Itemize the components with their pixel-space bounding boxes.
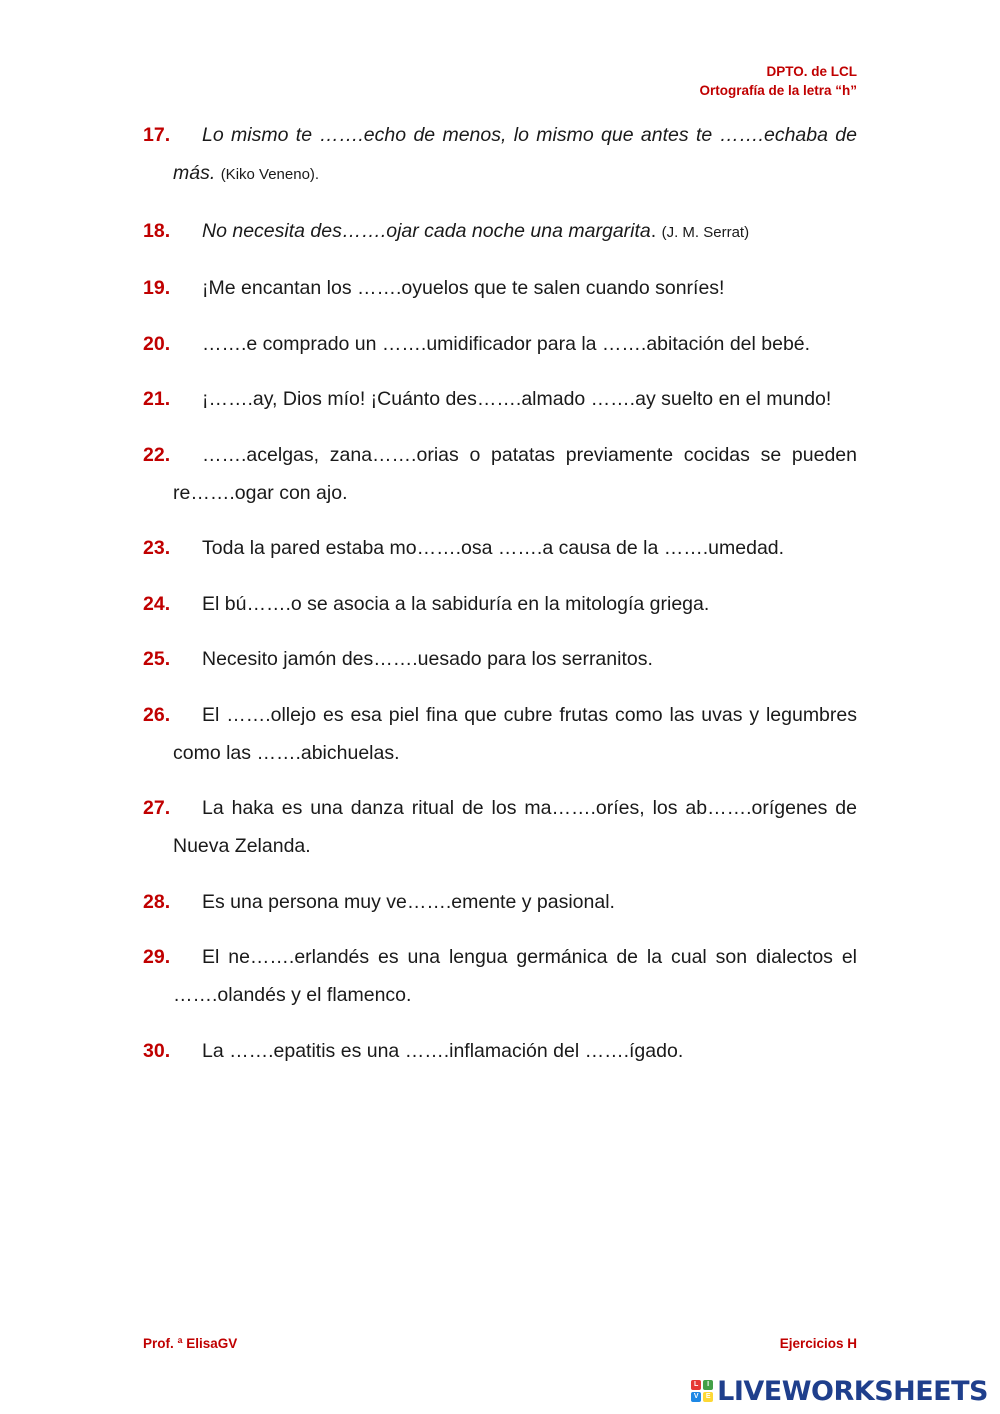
exercise-text: …….e comprado un …….umidificador para la …….abitación del bebé. [202,332,811,355]
exercise-item [143,938,857,1014]
exercise-text: La haka es una danza ritual de los ma…….oríes, los ab…….orígenes de Nueva Zelanda. [173,797,857,857]
exercise-text: No necesita des…….ojar cada noche una margarita [202,219,651,242]
exercise-number: 19. [143,277,171,299]
exercise-text: …….acelgas, zana…….orias o patatas previamente cocidas se pueden re…….ogar con ajo. [173,443,857,504]
exercise-text: El bú…….o se asocia a la sabiduría en la mitología griega. [202,592,710,615]
exercise-text: ¡…….ay, Dios mío! ¡Cuánto des…….almado …….ay suelto en el mundo! [202,388,832,410]
exercise-text: Lo mismo te …….echo de menos, lo mismo que antes te …….echaba de más. [173,124,857,184]
exercise-item [143,696,857,772]
liveworksheets-brand-text: LIVEWORKSHEETS [717,1375,988,1407]
exercise-text: Toda la pared estaba mo…….osa …….a causa de la …….umedad. [202,537,785,559]
exercise-text: ¡Me encantan los …….oyuelos que te salen cuando sonríes! [202,277,725,299]
exercise-number: 24. [143,592,171,615]
liveworksheets-logo-icon [691,1380,713,1402]
exercise-number: 20. [143,332,171,355]
exercise-number: 27. [143,797,171,819]
exercise-number: 29. [143,946,171,968]
exercise-text: La …….epatitis es una …….inflamación del …….ígado. [202,1039,684,1062]
exercise-item [143,116,857,194]
exercise-number: 30. [143,1039,171,1062]
exercise-citation: (Kiko Veneno). [220,166,320,183]
logo-cell: L [691,1380,701,1390]
exercise-item [143,269,857,307]
document-subtitle: Ortografía de la letra “h” [699,83,857,98]
exercise-number: 22. [143,443,171,466]
exercise-text: Necesito jamón des…….uesado para los serranitos. [202,648,653,670]
exercise-number: 21. [143,388,171,410]
exercise-number: 26. [143,703,171,726]
exercise-item [143,529,857,567]
exercise-text: El ne…….erlandés es una lengua germánica de la cual son dialectos el …….olandés y el flamenco. [173,946,857,1006]
exercise-number: 25. [143,648,171,670]
exercise-number: 23. [143,537,171,559]
exercise-item [143,1032,857,1070]
department-label: DPTO. de LCL [766,64,857,79]
logo-cell: V [691,1392,701,1402]
exercise-text: El …….ollejo es esa piel fina que cubre frutas como las uvas y legumbres como las …….abichuelas. [173,703,857,764]
exercise-number: 17. [143,124,171,146]
exercise-item: 18. No necesita des…….ojar cada noche una margarita. (J. M. Serrat) [143,212,857,252]
liveworksheets-watermark [691,1376,988,1406]
exercise-item [143,436,857,512]
footer-author: Prof. ª ElisaGV [143,1336,238,1351]
exercise-list [143,116,857,1087]
exercise-item [143,325,857,363]
exercise-item [143,789,857,865]
footer-title: Ejercicios H [779,1336,857,1351]
exercise-citation: (J. M. Serrat) [661,223,750,241]
logo-cell: E [703,1392,713,1402]
document-header [699,62,857,100]
exercise-item [143,640,857,678]
exercise-number: 18. [143,219,171,242]
logo-cell: I [703,1380,713,1390]
exercise-item [143,883,857,921]
exercise-item [143,585,857,623]
exercise-text: Es una persona muy ve…….emente y pasional. [202,890,615,913]
exercise-item [143,380,857,418]
exercise-number: 28. [143,890,171,913]
